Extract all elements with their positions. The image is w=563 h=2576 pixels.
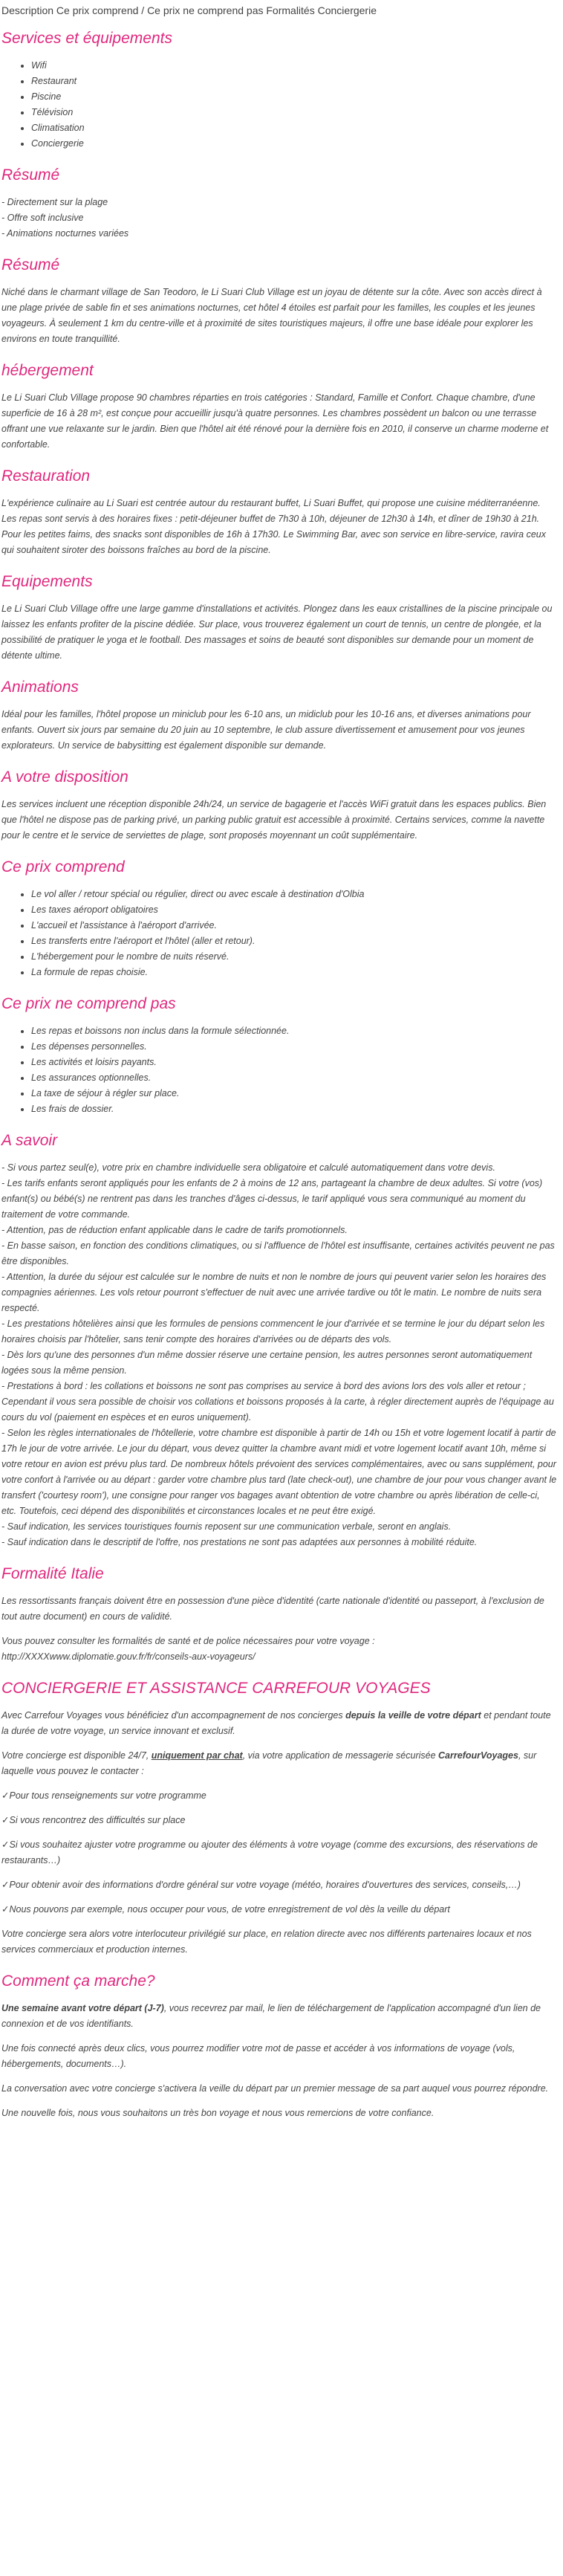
text-bold: CarrefourVoyages <box>438 1750 518 1761</box>
text-span: , sur laquelle vous pouvez le contacter : <box>1 1750 537 1776</box>
list-item: - Dès lors qu'une des personnes d'un même dossier réserve une certaine pension, les autres personnes seront automatiquement logées sous la même pension. <box>1 1347 557 1379</box>
list-item: • Wifi <box>31 58 557 74</box>
animations-text: Idéal pour les familles, l'hôtel propose un miniclub pour les 6-10 ans, un midiclub pour les 10-16 ans, et diverses animations pour enfants. Ouvert six jours par semaine du 20 juin au 10 septembre, le club assure divertissement et amusement pour vos jeunes explorateurs. Un service de babysitting est également disponible sur demande. <box>1 709 531 751</box>
check-item: ✓ Si vous rencontrez des difficultés sur place <box>1 1813 557 1828</box>
text-span: , via votre application de messagerie sécurisée <box>242 1750 439 1761</box>
comprend-title: Ce prix comprend <box>1 858 125 876</box>
resume-description-section <box>1 255 557 347</box>
comprend-list <box>1 887 557 980</box>
text-bold-underline: uniquement par chat <box>151 1750 243 1761</box>
hebergement-section <box>1 360 557 453</box>
check-item: ✓ Si vous souhaitez ajuster votre programme ou ajouter des éléments à votre voyage (comme des excursions, des réservations de restaurants…) <box>1 1837 557 1868</box>
list-item: • Les dépenses personnelles. <box>31 1039 557 1055</box>
list-item: • Les repas et boissons non inclus dans la formule sélectionnée. <box>31 1023 557 1039</box>
formalite-section <box>1 1564 557 1665</box>
services-title: Services et équipements <box>1 30 172 47</box>
hebergement-text: Le Li Suari Club Village propose 90 chambres réparties en trois catégories : Standard, Famille et Confort. Chaque chambre, d'une superficie de 16 à 28 m², est conçue pour accueillir jusqu'à quatre personnes. Les chambres possèdent un balcon ou une terrasse offrant une vue relaxante sur le jardin. Bien que l'hôtel ait été rénové pour la dernière fois en 2010, il conserve un charme moderne et confortable. <box>1 392 549 450</box>
animations-title: Animations <box>1 679 79 696</box>
list-item: - Attention, la durée du séjour est calculée sur le nombre de nuits et non le nombre de jours qui peuvent varier selon les horaires des compagnies aériennes. Les vols retour pourront s'effectuer de nuit avec une arrivée tardive ou tôt le matin. Le nombre de nuits sera respecté. <box>1 1269 557 1316</box>
conciergerie-intro <box>1 1708 557 1739</box>
comment-text <box>1 2001 557 2032</box>
equipements-section <box>1 572 557 664</box>
list-item: • Le vol aller / retour spécial ou régulier, direct ou avec escale à destination d'Olbia <box>31 887 557 902</box>
resume-text: Niché dans le charmant village de San Teodoro, le Li Suari Club Village est un joyau de détente sur la côte. Avec son accès direct à une plage privée de sable fin et ses animations nocturnes, cet hôtel 4 étoiles est parfait pour les familles, les couples et les jeunes voyageurs. À seulement 1 km du centre-ville et à proximité de sites touristiques majeurs, il offre une base idéale pour explorer les environs en toute tranquillité. <box>1 287 542 344</box>
check-item: ✓ Pour obtenir avoir des informations d'ordre général sur votre voyage (météo, horaires d'ouvertures des services, conseils,…) <box>1 1877 557 1893</box>
list-item: • Les frais de dossier. <box>31 1101 557 1117</box>
conciergerie-outro: Votre concierge sera alors votre interlocuteur privilégié sur place, en relation directe avec nos différents partenaires locaux et nos services commerciaux et production internes. <box>1 1929 532 1955</box>
hebergement-title: hébergement <box>1 362 94 379</box>
comment-section <box>1 1971 557 2121</box>
ne-comprend-title: Ce prix ne comprend pas <box>1 995 176 1012</box>
list-item: • Climatisation <box>31 120 557 136</box>
comment-text: Une fois connecté après deux clics, vous pourrez modifier votre mot de passe et accéder à vos informations de voyage (vols, hébergements, documents…). <box>1 2043 515 2069</box>
list-item: - Offre soft inclusive <box>1 210 557 226</box>
list-item: • L'hébergement pour le nombre de nuits réservé. <box>31 949 557 965</box>
list-item: • La taxe de séjour à régler sur place. <box>31 1086 557 1101</box>
list-item: - Directement sur la plage <box>1 195 557 210</box>
services-section <box>1 28 557 152</box>
list-item: - Attention, pas de réduction enfant applicable dans le cadre de tarifs promotionnels. <box>1 1223 557 1238</box>
disposition-section <box>1 767 557 844</box>
list-item: • Les assurances optionnelles. <box>31 1070 557 1086</box>
equipements-text: Le Li Suari Club Village offre une large gamme d'installations et activités. Plongez dans les eaux cristallines de la piscine principale ou laissez les enfants profiter de la piscine dédiée. Sur place, vous trouverez également un court de tennis, un centre de plongée, et la possibilité de pratiquer le yoga et le football. Des massages et soins de beauté sont disponibles sur demande pour un moment de détente ultime. <box>1 603 553 661</box>
services-list <box>1 58 557 152</box>
resume-title: Résumé <box>1 256 60 274</box>
text-span: Avec Carrefour Voyages vous bénéficiez d'un accompagnement de nos concierges <box>1 1710 346 1721</box>
list-item: - Les tarifs enfants seront appliqués pour les enfants de 2 à moins de 12 ans, partageant la chambre de deux adultes. Si votre (vos) enfant(s) ou bébé(s) ne rentrent pas dans les tranches d'âges ci-dessus, le tarif appliqué vous sera communiqué au moment du traitement de votre commande. <box>1 1176 557 1223</box>
text-span: et pendant toute la durée de votre voyage, un service innovant et exclusif. <box>1 1710 551 1736</box>
text-bold: Une semaine avant votre départ (J-7) <box>1 2003 164 2013</box>
list-item: - Sauf indication, les services touristiques fournis reposent sur une communication verbale, seront en anglais. <box>1 1519 557 1535</box>
formalite-title: Formalité Italie <box>1 1565 104 1582</box>
list-item: - Si vous partez seul(e), votre prix en chambre individuelle sera obligatoire et calculé automatiquement dans votre devis. <box>1 1160 557 1176</box>
list-item: - Selon les règles internationales de l'hôtellerie, votre chambre est disponible à partir de 14h ou 15h et votre logement locatif à partir de 17h le jour de votre arrivée. Le jour du départ, vous devez quitter la chambre avant midi et votre logement locatif avant 10h, même si votre retour en avion est prévu plus tard. De nombreux hôtels prévoient des services complémentaires, avec ou sans supplément, pour votre confort à l'arrivée ou au départ : garder votre chambre plus tard (late check-out), une chambre de jour pour vous changer avant le transfert ('courtesy room'), une consigne pour ranger vos bagages avant obtention de votre chambre ou après libération de celle-ci, etc. Toutefois, ceci dépend des disponibilités et circonstances locales et ne peut être exigé. <box>1 1425 557 1519</box>
check-item: ✓ Pour tous renseignements sur votre programme <box>1 1788 557 1804</box>
text-span: , vous recevrez par mail, le lien de téléchargement de l'application accompagné d'un lien de connexion et de vos identifiants. <box>1 2003 541 2029</box>
restauration-section <box>1 466 557 558</box>
conciergerie-availability <box>1 1748 557 1779</box>
text-span: Votre concierge est disponible 24/7, <box>1 1750 152 1761</box>
check-item: ✓ Nous pouvons par exemple, nous occuper pour vous, de votre enregistrement de vol dès la veille du départ <box>1 1902 557 1918</box>
list-item: - Les prestations hôtelières ainsi que les formules de pensions commencent le jour d'arrivée et se termine le jour du départ selon les horaires choisis par l'hôtelier, sans tenir compte des horaires d'arrivées ou de départs des vols. <box>1 1316 557 1347</box>
resume-list <box>1 195 557 242</box>
list-item: • Télévision <box>31 105 557 120</box>
comment-text: Une nouvelle fois, nous vous souhaitons un très bon voyage et nous vous remercions de votre confiance. <box>1 2108 435 2118</box>
list-item: - Prestations à bord : les collations et boissons ne sont pas comprises au service à bord des avions lors des vols aller et retour ; Cependant il vous sera possible de choisir vos collations et boissons proposés à la carte, à régler directement auprès de l'équipage au cours du vol (paiement en espèces et en euros uniquement). <box>1 1379 557 1425</box>
disposition-text: Les services incluent une réception disponible 24h/24, un service de bagagerie et l'accès WiFi gratuit dans les espaces publics. Bien que l'hôtel ne dispose pas de parking privé, un parking public gratuit est accessible à proximité. Certains services, comme la navette pour le centre et le service de serviettes de plage, sont proposés moyennant un coût supplémentaire. <box>1 799 547 841</box>
animations-section <box>1 677 557 754</box>
restauration-text: L'expérience culinaire au Li Suari est centrée autour du restaurant buffet, Li Suari Buffet, qui propose une cuisine méditerranéenne. Les repas sont servis à des horaires fixes : petit-déjeuner buffet de 7h30 à 10h, déjeuner de 12h30 à 14h, et dîner de 19h30 à 21h. Pour les petites faims, des snacks sont disponibles de 16h à 17h30. Le Swimming Bar, avec son service en libre-service, ravira ceux qui souhaitent siroter des boissons fraîches au bord de la piscine. <box>1 498 547 555</box>
list-item: - En basse saison, en fonction des conditions climatiques, ou si l'affluence de l'hôtel est insuffisante, certaines activités peuvent ne pas être disponibles. <box>1 1238 557 1269</box>
list-item: - Sauf indication dans le descriptif de l'offre, nos prestations ne sont pas adaptées aux personnes à mobilité réduite. <box>1 1535 557 1550</box>
formalite-link-text[interactable]: Vous pouvez consulter les formalités de santé et de police nécessaires pour votre voyage : http://XXXXwww.diplomatie.gouv.fr/fr/conseils-aux-voyageurs/ <box>1 1636 375 1662</box>
restauration-title: Restauration <box>1 467 91 485</box>
list-item: • L'accueil et l'assistance à l'aéroport d'arrivée. <box>31 918 557 933</box>
list-item: • Les taxes aéroport obligatoires <box>31 902 557 918</box>
asavoir-section <box>1 1130 557 1550</box>
formalite-text: Les ressortissants français doivent être en possession d'une pièce d'identité (carte nationale d'identité ou passeport, à l'exclusion de tout autre document) en cours de validité. <box>1 1596 544 1622</box>
list-item: - Animations nocturnes variées <box>1 226 557 242</box>
text-bold: depuis la veille de votre départ <box>345 1710 481 1721</box>
disposition-title: A votre disposition <box>1 768 128 786</box>
list-item: • La formule de repas choisie. <box>31 965 557 980</box>
conciergerie-section <box>1 1678 557 1958</box>
comprend-section <box>1 857 557 980</box>
ne-comprend-list <box>1 1023 557 1117</box>
asavoir-title: A savoir <box>1 1132 58 1149</box>
ne-comprend-section <box>1 994 557 1117</box>
list-item: • Piscine <box>31 89 557 105</box>
asavoir-list <box>1 1160 557 1550</box>
list-item: • Restaurant <box>31 74 557 89</box>
breadcrumb[interactable]: Description Ce prix comprend / Ce prix ne comprend pas Formalités Conciergerie <box>1 4 377 16</box>
list-item: • Les activités et loisirs payants. <box>31 1055 557 1070</box>
resume-title: Résumé <box>1 166 60 184</box>
comment-text: La conversation avec votre concierge s'activera la veille du départ par un premier message de sa part auquel vous pourrez répondre. <box>1 2083 549 2094</box>
comment-title: Comment ça marche? <box>1 1973 155 1990</box>
list-item: • Conciergerie <box>31 136 557 152</box>
resume-highlights-section <box>1 165 557 242</box>
list-item: • Les transferts entre l'aéroport et l'hôtel (aller et retour). <box>31 933 557 949</box>
conciergerie-title: CONCIERGERIE ET ASSISTANCE CARREFOUR VOYAGES <box>1 1680 431 1697</box>
equipements-title: Equipements <box>1 573 93 590</box>
